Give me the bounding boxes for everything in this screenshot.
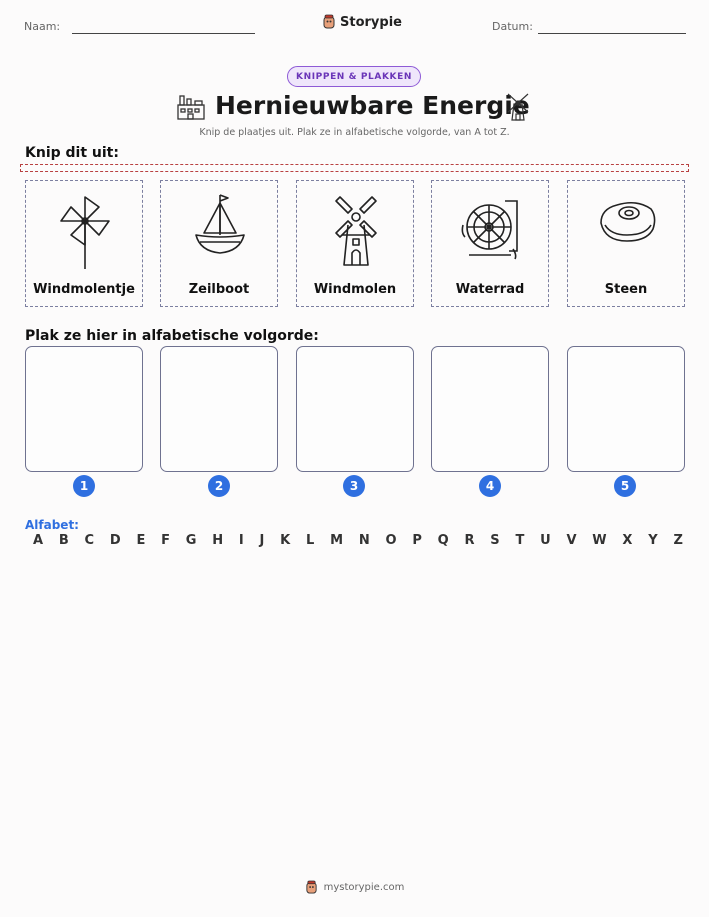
- paste-slot-5[interactable]: [567, 346, 685, 472]
- card-label: Waterrad: [455, 282, 525, 297]
- slot-number-2: 2: [208, 475, 230, 497]
- footer-site[interactable]: mystorypie.com: [323, 882, 405, 893]
- alphabet-letter: V: [566, 533, 577, 548]
- date-line[interactable]: [538, 33, 686, 34]
- card-label: Zeilboot: [188, 282, 250, 297]
- alphabet-letter: L: [306, 533, 315, 548]
- alphabet-letter: P: [412, 533, 422, 548]
- windmill-title-icon: [504, 90, 532, 122]
- cut-card-waterrad[interactable]: [431, 180, 549, 307]
- paste-slot-3[interactable]: [296, 346, 414, 472]
- alphabet-letter: X: [622, 533, 633, 548]
- alphabet-letter: Y: [648, 533, 658, 548]
- windmill-icon: [326, 189, 386, 271]
- cut-card-windmolen[interactable]: [296, 180, 414, 307]
- alphabet-letter: A: [33, 533, 44, 548]
- alphabet-letter: F: [161, 533, 171, 548]
- cut-card-zeilboot[interactable]: [160, 180, 278, 307]
- alphabet-letter: D: [109, 533, 121, 548]
- alphabet-letter: U: [540, 533, 551, 548]
- sailboat-icon: [190, 189, 250, 271]
- slot-number-3: 3: [343, 475, 365, 497]
- alphabet-letters: [33, 533, 683, 548]
- name-line[interactable]: [72, 33, 255, 34]
- paste-heading: Plak ze hier in alfabetische volgorde:: [25, 328, 319, 344]
- card-label: Windmolentje: [33, 282, 135, 297]
- card-label: Steen: [604, 282, 648, 297]
- footer: [0, 880, 709, 895]
- alphabet-letter: E: [136, 533, 146, 548]
- alphabet-letter: B: [58, 533, 69, 548]
- alphabet-letter: I: [238, 533, 244, 548]
- cut-card-windmolentje[interactable]: [25, 180, 143, 307]
- slot-number-1: 1: [73, 475, 95, 497]
- card-label: Windmolen: [313, 282, 397, 297]
- brand-logo: [322, 14, 402, 30]
- alphabet-letter: T: [515, 533, 525, 548]
- alphabet-letter: O: [385, 533, 397, 548]
- alphabet-letter: M: [330, 533, 344, 548]
- waterwheel-icon: [461, 189, 521, 271]
- slot-number-4: 4: [479, 475, 501, 497]
- stone-icon: [597, 189, 657, 271]
- alphabet-letter: S: [490, 533, 500, 548]
- cut-line: [20, 164, 689, 172]
- alphabet-letter: J: [259, 533, 265, 548]
- alphabet-letter: Q: [437, 533, 449, 548]
- alphabet-letter: H: [212, 533, 224, 548]
- alphabet-letter: Z: [673, 533, 683, 548]
- alphabet-letter: K: [280, 533, 291, 548]
- page-title: Hernieuwbare Energie: [215, 91, 530, 120]
- paste-slot-2[interactable]: [160, 346, 278, 472]
- factory-icon: [176, 93, 206, 121]
- slot-number-5: 5: [614, 475, 636, 497]
- pinwheel-icon: [55, 189, 115, 271]
- alphabet-letter: G: [185, 533, 197, 548]
- alphabet-letter: R: [464, 533, 475, 548]
- paste-slot-4[interactable]: [431, 346, 549, 472]
- storypie-mascot-icon: [305, 880, 318, 895]
- paste-slot-1[interactable]: [25, 346, 143, 472]
- alphabet-letter: W: [592, 533, 607, 548]
- activity-badge: KNIPPEN & PLAKKEN: [287, 66, 421, 87]
- alphabet-label: Alfabet:: [25, 518, 79, 532]
- storypie-mascot-icon: [322, 14, 336, 30]
- cut-card-steen[interactable]: [567, 180, 685, 307]
- alphabet-letter: N: [358, 533, 370, 548]
- alphabet-letter: C: [84, 533, 95, 548]
- brand-name: Storypie: [340, 14, 402, 30]
- instructions: Knip de plaatjes uit. Plak ze in alfabetische volgorde, van A tot Z.: [199, 127, 510, 138]
- name-label: Naam:: [24, 20, 61, 33]
- date-label: Datum:: [492, 20, 533, 33]
- cut-heading: Knip dit uit:: [25, 145, 119, 161]
